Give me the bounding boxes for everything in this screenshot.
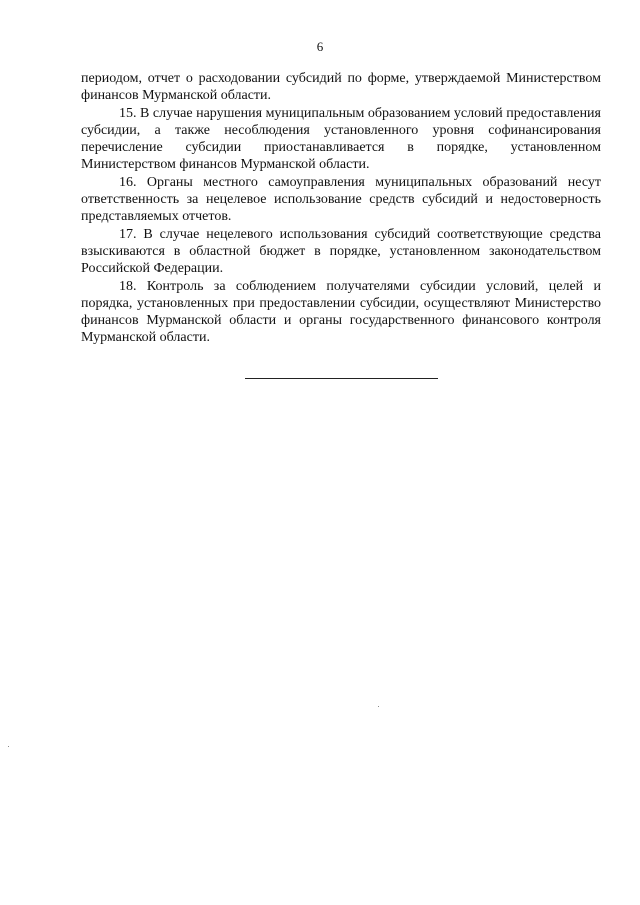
paragraph-item-17: 17. В случае нецелевого использования субсидий соответствующие средства взыскиваются в областной бюджет в порядке, установленном законодательством Российской Федерации. [81,226,601,277]
end-of-document-rule [245,378,438,379]
scan-speck [378,706,379,707]
paragraph-item-15: 15. В случае нарушения муниципальным образованием условий предоставления субсидии, а также несоблюдения установленного уровня софинансирования перечисление субсидии приостанавливается в порядке, установленном Министерством финансов Мурманской области. [81,105,601,173]
paragraph-continuation: периодом, отчет о расходовании субсидий по форме, утверждаемой Министерством финансов Мурманской области. [81,71,601,104]
page-number: 6 [316,39,324,54]
paragraph-item-16: 16. Органы местного самоуправления муниципальных образований несут ответственность за нецелевое использование средств субсидий и недостоверность представляемых отчетов. [81,174,601,225]
document-body [81,70,601,347]
paragraph-item-18: 18. Контроль за соблюдением получателями субсидии условий, целей и порядка, установленных при предоставлении субсидии, осуществляют Министерство финансов Мурманской области и органы государственного финансового контроля Мурманской области. [81,278,601,346]
scan-speck [8,746,9,747]
